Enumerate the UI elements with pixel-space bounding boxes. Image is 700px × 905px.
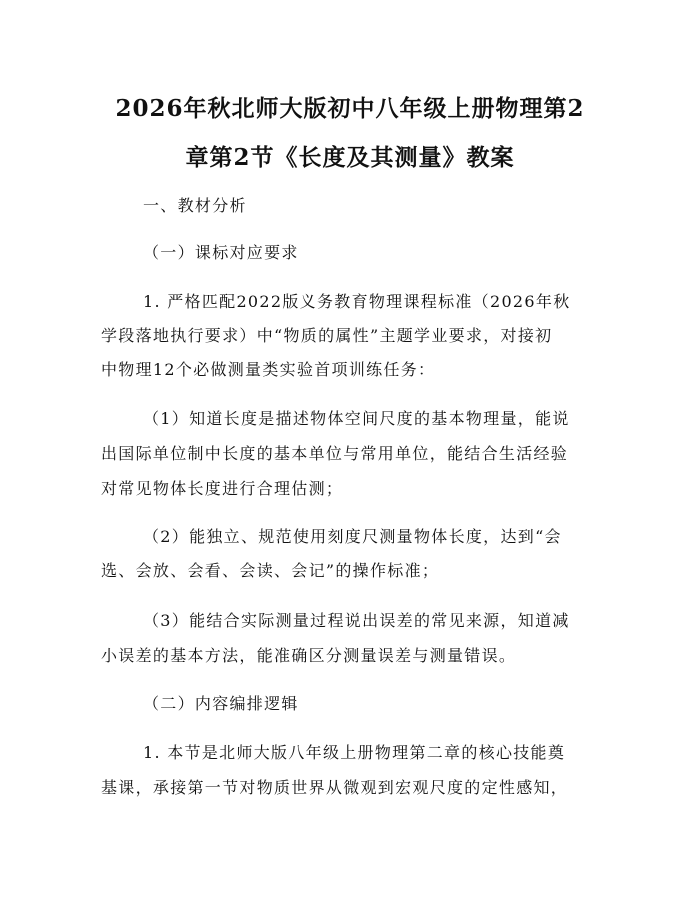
list-item-line: 对常见物体长度进行合理估测；	[101, 479, 344, 498]
subsection-heading-curriculum-requirements: （一）课标对应要求	[143, 243, 299, 262]
list-item-line: （2）能独立、规范使用刻度尺测量物体长度，达到“会	[143, 527, 562, 546]
paragraph-line: 基课，承接第一节对物质世界从微观到宏观尺度的定性感知，	[101, 778, 569, 797]
list-item-line: 小误差的基本方法，能准确区分测量误差与测量错误。	[101, 646, 517, 665]
paragraph-line: 1. 严格匹配2022版义务教育物理课程标准（2026年秋	[143, 292, 571, 311]
list-item-line: （3）能结合实际测量过程说出误差的常见来源，知道减	[143, 611, 570, 630]
list-item-line: 选、会放、会看、会读、会记”的操作标准；	[101, 561, 440, 580]
document-title-line-1: 2026年秋北师大版初中八年级上册物理第2	[115, 95, 585, 122]
paragraph-line: 中物理12个必做测量类实验首项训练任务：	[101, 360, 436, 379]
subsection-heading-content-logic: （二）内容编排逻辑	[143, 694, 299, 713]
paragraph-line: 学段落地执行要求）中“物质的属性”主题学业要求，对接初	[101, 326, 553, 345]
list-item-line: 出国际单位制中长度的基本单位与常用单位，能结合生活经验	[101, 444, 569, 463]
list-item-line: （1）知道长度是描述物体空间尺度的基本物理量，能说	[143, 409, 570, 428]
paragraph-line: 1. 本节是北师大版八年级上册物理第二章的核心技能奠	[143, 743, 566, 762]
document-title-line-2: 章第2节《长度及其测量》教案	[185, 144, 515, 171]
section-heading-materials-analysis: 一、教材分析	[143, 196, 247, 215]
